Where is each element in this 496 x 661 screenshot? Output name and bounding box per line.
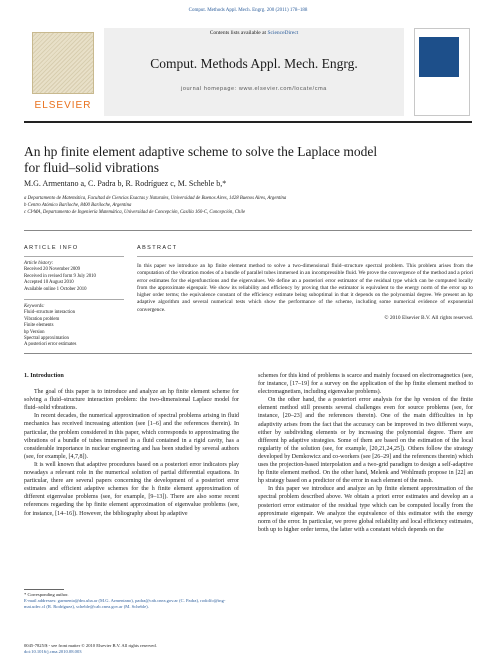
article-info-heading: ARTICLE INFO [24, 245, 79, 251]
corresponding-author-note: * Corresponding author. [24, 592, 69, 597]
article-title [24, 144, 464, 175]
section-rule [24, 230, 472, 231]
author-emails[interactable]: E-mail addresses: garmenta@dm.uba.ar (M.G. Armentano), padra@cab.cnea.gov.ar (C. Padra), rodolfo@ing-mat.udec.cl (R. Rodríguez), scheble@cab.cnea.gov.ar (M. Scheble). [24, 598, 226, 609]
contents-line [104, 30, 404, 36]
abstract [137, 245, 473, 321]
section-title-introduction: 1. Introduction [24, 372, 64, 379]
body-right-column [258, 372, 473, 534]
abstract-text: In this paper we introduce an hp finite element method to solve a two-dimensional fluid–structure spectral problem. This problem arises from the computation of the vibration modes of a bundle of parallel tubes immersed in an incompressible fluid. We prove the convergence of the method and a priori error estimates for the eigenfunctions and the eigenvalues. We define an a posteriori error estimator of the residual type which can be computed locally from the approximate eigenpair. We show its reliability and efficiency by proving that the estimator is equivalent to the energy norm of the error up to higher order terms; the equivalence constant of the efficiency estimate being suboptimal in that it depends on the polynomial degree. We present an hp adaptive algorithm and several numerical tests which show the performance of the scheme, including some numerical evidence of exponential convergence. [137, 263, 473, 313]
abstract-copyright: © 2010 Elsevier B.V. All rights reserved. [384, 315, 473, 322]
keywords-label: Keywords: [24, 304, 45, 310]
footnote-rule [24, 589, 64, 590]
article-title-line2: for fluid–solid vibrations [24, 159, 159, 175]
journal-masthead [24, 28, 472, 116]
body-paragraph: On the other hand, the a posteriori error analysis for the hp version of the finite element method still presents several challenges even for source problems (see, for instance, [20–23] and the references therein). One of the main difficulties in hp adaptivity arises from the fact that the accuracy can be improved in two different ways, either by subdividing elements or by increasing the polynomial degree. There are different hp adaptive strategies. Some of them are based on the estimation of the local regularity of the solution (see, for example, [20,21,24,25]). Others follow the strategy developed by Demkowicz and co-workers (see [26–29] and the references therein) which uses the projection-based interpolation and a two-grid paradigm to design a self-adaptive hp finite element method. On the other hand, Melenk and Wohlmuth propose in [22] an hp strategy based on a predictor of the error in each element of the mesh. [258, 397, 473, 485]
sciencedirect-link[interactable]: ScienceDirect [267, 30, 299, 36]
cover-art [419, 37, 459, 77]
body-paragraph: It is well known that adaptive procedures based on a posteriori error indicators play nowadays a relevant role in the numerical solution of partial differential equations. In particular, there are several papers concerning the development of a posteriori error estimates and efficient adaptive schemes for the h finite element approximation of different eigenvalue problems (see, for example, [9–13]). There are also some recent references regarding the hp finite element approximation of eigenvalue problems (see, for instance, [14–16]). However, the bibliography about hp adaptive [24, 461, 239, 517]
keyword-item: hp Version [24, 329, 45, 335]
article-title-line1: An hp finite element adaptive scheme to solve the Laplace model [24, 144, 378, 159]
elsevier-tree-icon [32, 32, 94, 94]
elsevier-wordmark: ELSEVIER [34, 100, 92, 111]
affiliation-c: c CI²MA, Departamento de Ingeniería Matemática, Universidad de Concepción, Casilla 160-C, Concepción, Chile [24, 210, 246, 215]
history-item: Accepted 10 August 2010 [24, 280, 74, 286]
history-label: Article history: [24, 261, 54, 266]
journal-title: Comput. Methods Appl. Mech. Engrg. [150, 56, 358, 71]
body-paragraph: The goal of this paper is to introduce and analyze an hp finite element scheme for solving a fluid–structure interaction problem: the two-dimensional Laplace model for fluid–solid vibrations. [24, 389, 239, 412]
author-list: M.G. Armentano a, C. Padra b, R. Rodríguez c, M. Scheble b,* [24, 179, 227, 188]
body-paragraph: schemes for this kind of problems is scarce and mainly focused on electromagnetics (see, for instance, [17–19] for a survey on the application of the hp finite element method to electromagnetism, including eigenvalue problems). [258, 373, 473, 396]
elsevier-logo[interactable] [24, 28, 102, 116]
affiliation-b: b Centro Atómico Bariloche, 8400 Bariloche, Argentina [24, 203, 132, 208]
keyword-item: Vibration problem [24, 316, 60, 322]
keyword-item: Finite elements [24, 323, 54, 329]
footnote [24, 592, 239, 610]
body-left-column [24, 372, 239, 518]
affiliation-a: a Departamento de Matemática, Facultad de Ciencias Exactas y Naturales, Universidad de Buenos Aires, 1428 Buenos Aires, Argentina [24, 196, 287, 201]
history-item: Received in revised form 9 July 2010 [24, 273, 96, 279]
masthead-banner [104, 28, 404, 116]
keyword-item: Fluid–structure interaction [24, 310, 76, 316]
contents-prefix: Contents lists available at [209, 30, 267, 36]
article-info [24, 245, 124, 349]
journal-homepage[interactable]: journal homepage: www.elsevier.com/locate/cma [181, 86, 327, 92]
keyword-item: A posteriori error estimates [24, 342, 77, 348]
history-item: Available online 1 October 2010 [24, 286, 87, 292]
issn-line: 0045-7825/$ - see front matter © 2010 Elsevier B.V. All rights reserved. [24, 643, 157, 648]
body-paragraph: In this paper we introduce and analyze an hp finite element approximation of the spectral problem described above. We obtain a priori error estimates and develop an a posteriori error estimator of the residual type which can be computed locally from the approximate eigenpair. We analyze the equivalence of this estimator with the energy norm of the error. In particular, we prove global reliability and local efficiency estimates, both up to higher order terms, the latter with a constant which depends on the [258, 486, 473, 533]
header-rule [24, 121, 472, 123]
affiliations [24, 195, 464, 216]
keyword-item: Spectral approximation [24, 336, 69, 342]
abstract-rule [24, 353, 472, 354]
journal-cover-thumbnail[interactable] [414, 28, 470, 116]
abstract-heading: ABSTRACT [137, 245, 178, 251]
body-paragraph: In recent decades, the numerical approximation of spectral problems arising in fluid mechanics has received increasing attention (see [1–6] and the references therein). In particular, the problem considered in this paper, which corresponds to approximating the vibrations of a bundle of tubes immersed in a fluid contained in a rigid cavity, has a considerable importance in nuclear engineering and has been studied by several authors (see, for example, [4,7,8]). [24, 413, 239, 460]
history-item: Received 20 November 2009 [24, 267, 81, 273]
journal-citation[interactable]: Comput. Methods Appl. Mech. Engrg. 200 (2011) 178–188 [188, 8, 308, 13]
front-matter-info [24, 643, 324, 655]
doi-link[interactable]: doi:10.1016/j.cma.2010.08.003 [24, 649, 82, 654]
